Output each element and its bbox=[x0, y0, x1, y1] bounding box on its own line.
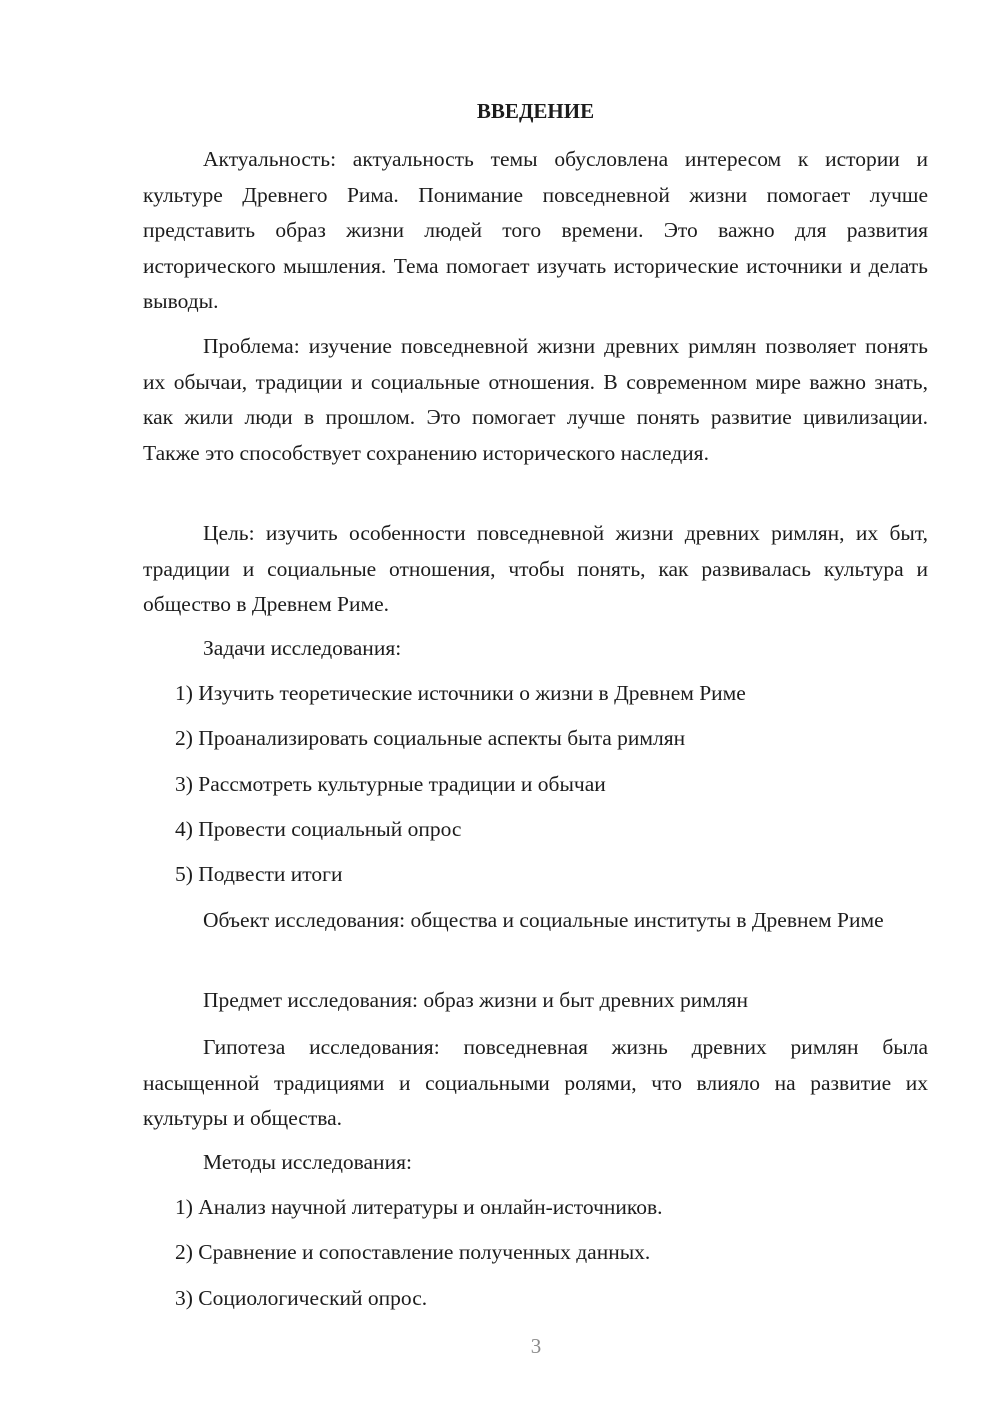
task-item: 5) Подвести итоги bbox=[175, 862, 343, 886]
paragraph-goal: Цель: изучить особенности повседневной жизни древних римлян, их быт, традиции и социальные отношения, чтобы понять, как развивалась культура и общество в Древнем Риме. bbox=[143, 521, 928, 616]
method-item: 2) Сравнение и сопоставление полученных данных. bbox=[175, 1240, 651, 1264]
tasks-heading: Задачи исследования: bbox=[203, 636, 402, 660]
task-item: 1) Изучить теоретические источники о жизни в Древнем Риме bbox=[175, 681, 746, 705]
method-item: 1) Анализ научной литературы и онлайн-источников. bbox=[175, 1195, 663, 1219]
paragraph-relevance: Актуальность: актуальность темы обусловлена интересом к истории и культуре Древнего Рима. Понимание повседневной жизни помогает лучше представить образ жизни людей того времени. Это важно для развития исторического мышления. Тема помогает изучать исторические источники и делать выводы. bbox=[143, 147, 928, 313]
paragraph-hypothesis: Гипотеза исследования: повседневная жизнь древних римлян была насыщенной традициями и социальными ролями, что влияло на развитие их культуры и общества. bbox=[143, 1035, 928, 1130]
method-item: 3) Социологический опрос. bbox=[175, 1286, 428, 1310]
task-item: 3) Рассмотреть культурные традиции и обычаи bbox=[175, 772, 606, 796]
task-item: 4) Провести социальный опрос bbox=[175, 817, 462, 841]
paragraph-subject: Предмет исследования: образ жизни и быт древних римлян bbox=[203, 988, 748, 1012]
page-number: 3 bbox=[530, 1334, 542, 1358]
methods-heading: Методы исследования: bbox=[203, 1150, 412, 1174]
section-title: ВВЕДЕНИЕ bbox=[476, 99, 595, 123]
paragraph-object: Объект исследования: общества и социальные институты в Древнем Риме bbox=[203, 908, 884, 932]
paragraph-problem: Проблема: изучение повседневной жизни древних римлян позволяет понять их обычаи, традиции и социальные отношения. В современном мире важно знать, как жили люди в прошлом. Это помогает лучше понять развитие цивилизации. Также это способствует сохранению исторического наследия. bbox=[143, 334, 928, 465]
task-item: 2) Проанализировать социальные аспекты быта римлян bbox=[175, 726, 686, 750]
